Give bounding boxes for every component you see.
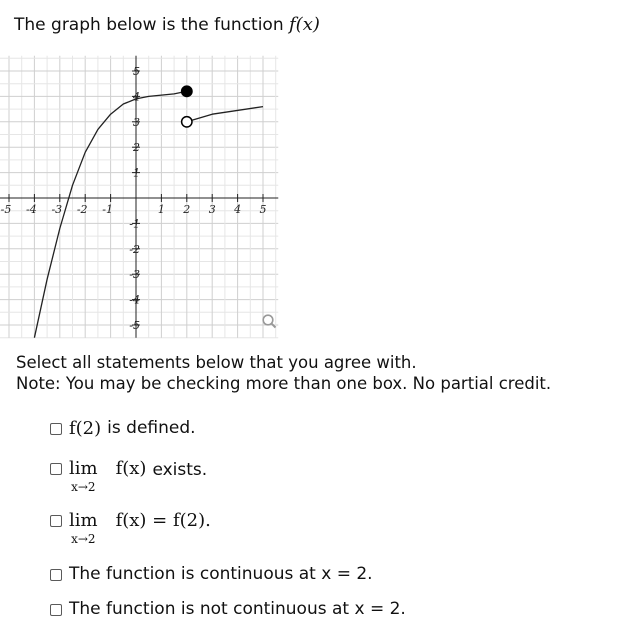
instructions-line-2: Note: You may be checking more than one box. No partial credit. (16, 374, 552, 393)
option-f2-math: f(2) (69, 418, 102, 439)
y-tick-label: -4 (129, 293, 140, 307)
x-tick-label: -3 (51, 203, 63, 216)
limit-equation: f(x) = f(2). (115, 510, 211, 531)
limit-subscript: x→2 (71, 532, 96, 546)
function-graph (0, 58, 280, 334)
option-limit-equals[interactable] (50, 510, 211, 546)
y-tick-label: 1 (133, 166, 140, 180)
instructions (16, 352, 551, 394)
option-f2-text: is defined. (107, 418, 196, 438)
y-tick-label: 3 (133, 115, 140, 129)
option-continuous-text: The function is continuous at x = 2. (69, 564, 373, 584)
option-f2-defined[interactable] (50, 418, 196, 439)
y-tick-label: -3 (129, 268, 140, 282)
limit-expression: f(x) (115, 458, 147, 479)
y-tick-label: -2 (129, 242, 140, 256)
limit-subscript: x→2 (71, 480, 96, 494)
x-tick-label: 2 (183, 203, 191, 216)
question-intro (14, 14, 320, 35)
x-tick-label: -5 (0, 203, 12, 216)
checkbox-f2-defined[interactable] (50, 423, 62, 435)
option-limit-exists-text: exists. (152, 460, 208, 480)
option-continuous[interactable] (50, 564, 373, 584)
option-not-continuous-text: The function is not continuous at x = 2. (69, 599, 406, 619)
intro-text: The graph below is the function (14, 15, 284, 35)
y-tick-label: 5 (133, 65, 140, 78)
y-tick-label: 2 (133, 141, 140, 155)
open-point (182, 117, 192, 127)
x-tick-label: -4 (26, 203, 37, 216)
limit-word: lim (69, 510, 98, 531)
magnify-icon[interactable] (263, 315, 275, 327)
x-tick-label: -2 (76, 203, 88, 216)
x-tick-label: 4 (234, 203, 242, 216)
x-tick-label: -1 (102, 203, 113, 216)
y-tick-label: -1 (129, 217, 140, 231)
intro-function: f(x) (289, 14, 320, 35)
checkbox-continuous[interactable] (50, 569, 62, 581)
x-tick-label: 5 (259, 203, 267, 216)
checkbox-not-continuous[interactable] (50, 604, 62, 616)
y-tick-label: -5 (129, 319, 140, 332)
closed-point (182, 86, 192, 96)
checkbox-limit-exists[interactable] (50, 463, 62, 475)
checkbox-limit-equals[interactable] (50, 515, 62, 527)
limit-word: lim (69, 458, 98, 479)
option-not-continuous[interactable] (50, 599, 406, 619)
y-tick-label: 4 (133, 90, 140, 104)
option-limit-exists[interactable] (50, 458, 207, 494)
x-tick-label: 3 (208, 203, 216, 216)
instructions-line-1: Select all statements below that you agree with. (16, 353, 417, 372)
x-tick-label: 1 (157, 203, 165, 216)
